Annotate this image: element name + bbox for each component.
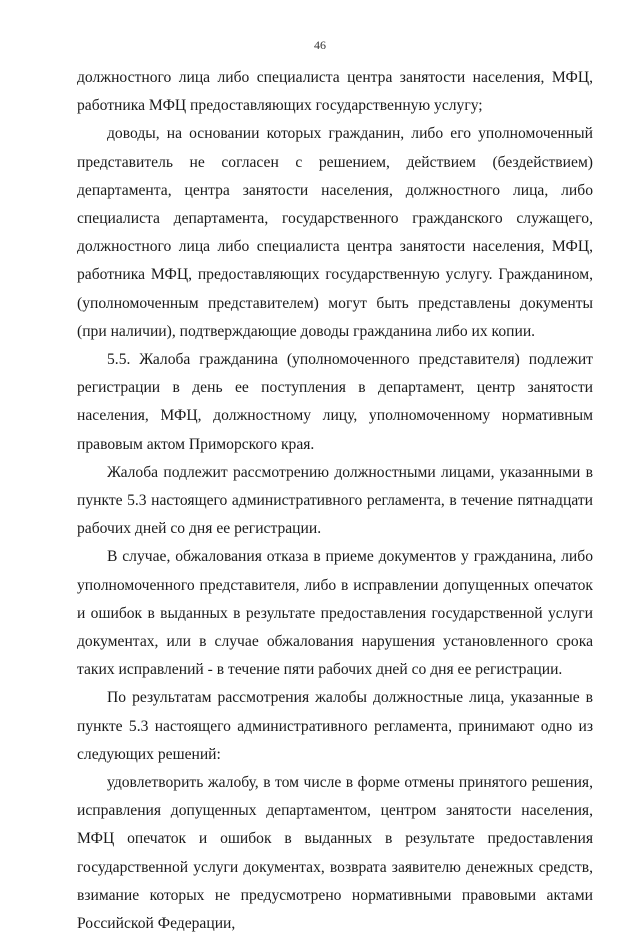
- paragraph-arguments: доводы, на основании которых гражданин, либо его уполномоченный представитель не согласен с решением, действием (бездействием) департамента, центра занятости населения, должностного лица, либо специалиста департамента, государственного гражданского служащего, должностного лица либо специалиста центра занятости населения, МФЦ, работника МФЦ, предоставляющих государственную услугу. Гражданином, (уполномоченным представителем) могут быть представлены документы (при наличии), подтверждающие доводы гражданина либо их копии.: [77, 125, 593, 340]
- paragraph-review-period: Жалоба подлежит рассмотрению должностными лицами, указанными в пункте 5.3 настоящего административного регламента, в течение пятнадцати рабочих дней со дня ее регистрации.: [77, 463, 593, 538]
- paragraph-refusal-appeal: В случае, обжалования отказа в приеме документов у гражданина, либо уполномоченного представителя, либо в исправлении допущенных опечаток и ошибок в выданных в результате предоставления государственной услуги документах, или в случае обжалования нарушения установленного срока таких исправлений - в течение пяти рабочих дней со дня ее регистрации.: [77, 548, 593, 679]
- paragraph-officials-list: должностного лица либо специалиста центра занятости населения, МФЦ, работника МФЦ предоставляющих государственную услугу;: [77, 69, 593, 115]
- paragraph-satisfy-complaint: удовлетворить жалобу, в том числе в форме отмены принятого решения, исправления допущенных департаментом, центром занятости населения, МФЦ опечаток и ошибок в выданных в результате предоставления государственной услуги документах, возврата заявителю денежных средств, взимание которых не предусмотрено нормативными правовыми актами Российской Федерации,: [77, 774, 593, 933]
- page-number: 46: [314, 38, 326, 52]
- paragraph-5-5-registration: 5.5. Жалоба гражданина (уполномоченного представителя) подлежит регистрации в день ее поступления в департамент, центр занятости населения, МФЦ, должностному лицу, уполномоченному нормативным правовым актом Приморского края.: [77, 351, 593, 453]
- paragraph-review-results: По результатам рассмотрения жалобы должностные лица, указанные в пункте 5.3 настоящего административного регламента, принимают одно из следующих решений:: [77, 689, 593, 763]
- document-body: [77, 64, 593, 938]
